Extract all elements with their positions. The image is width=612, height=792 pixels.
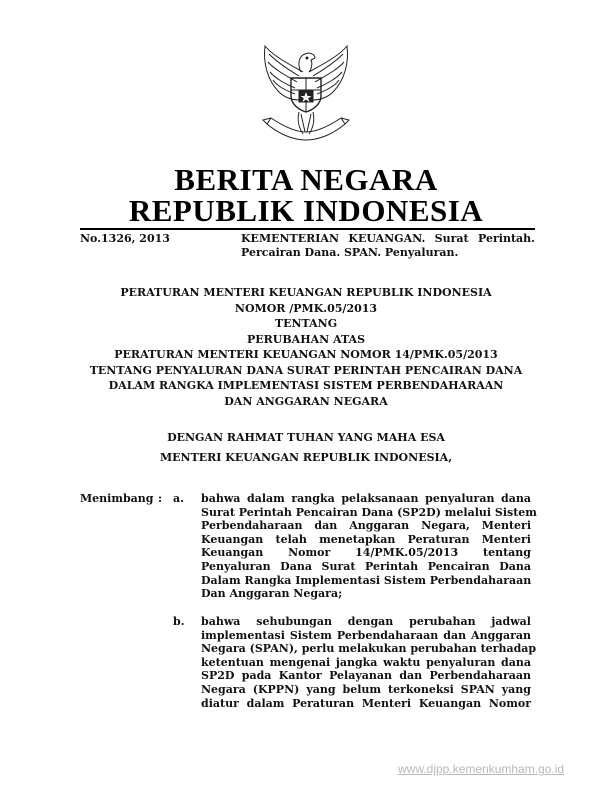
title-line: DAN ANGGARAN NEGARA bbox=[224, 394, 388, 408]
title-line: PERATURAN MENTERI KEUANGAN REPUBLIK INDONESIA bbox=[120, 286, 492, 299]
para-line: Keuangan Nomor 14/PMK.05/2013 tentang bbox=[201, 546, 531, 560]
source-url-link[interactable]: www.djpp.kemenkumham.go.id bbox=[398, 762, 565, 776]
item-marker: a. bbox=[173, 492, 184, 505]
masthead-divider bbox=[80, 228, 535, 230]
consideration-item-a bbox=[201, 492, 537, 601]
regulation-title bbox=[0, 285, 612, 409]
title-line: TENTANG PENYALURAN DANA SURAT PERINTAH PENCAIRAN DANA bbox=[89, 363, 523, 377]
masthead-subtitle: REPUBLIK INDONESIA bbox=[128, 193, 484, 228]
para-line: Surat Perintah Pencairan Dana (SP2D) melalui Sistem bbox=[201, 505, 537, 519]
title-line: PERATURAN MENTERI KEUANGAN NOMOR 14/PMK.05/2013 bbox=[114, 348, 498, 361]
item-marker: b. bbox=[173, 615, 185, 628]
para-line: Dalam Rangka Implementasi Sistem Perbendaharaan bbox=[201, 573, 532, 587]
masthead-title: BERITA NEGARA bbox=[174, 162, 438, 197]
garuda-emblem-icon bbox=[259, 42, 353, 146]
para-line: ketentuan mengenai jangka waktu penyaluran dana bbox=[201, 655, 531, 669]
consideration-item-b bbox=[201, 615, 537, 710]
subject-line: KEMENTERIAN KEUANGAN. Surat Perintah. bbox=[241, 232, 535, 245]
para-line: Negara (SPAN), perlu melakukan perubahan terhadap bbox=[201, 642, 537, 656]
gazette-number: No.1326, 2013 bbox=[80, 232, 170, 245]
para-line: Penyaluran Dana Surat Perintah Pencairan Dana bbox=[201, 559, 531, 573]
title-line: TENTANG bbox=[274, 317, 338, 330]
para-line: Negara (KPPN) yang belum terkoneksi SPAN yang bbox=[201, 682, 531, 696]
para-line: diatur dalam Peraturan Menteri Keuangan Nomor bbox=[201, 696, 531, 710]
preamble-line: MENTERI KEUANGAN REPUBLIK INDONESIA, bbox=[159, 451, 453, 464]
para-line: Keuangan telah menetapkan Peraturan Menteri bbox=[201, 532, 531, 546]
para-line: implementasi Sistem Perbendaharaan dan Anggaran bbox=[201, 628, 531, 642]
title-line: PERUBAHAN ATAS bbox=[246, 332, 366, 346]
preamble-line: DENGAN RAHMAT TUHAN YANG MAHA ESA bbox=[167, 431, 445, 444]
para-line: bahwa sehubungan dengan perubahan jadwal bbox=[201, 615, 531, 628]
gazette-subject bbox=[241, 232, 535, 260]
preamble bbox=[0, 428, 612, 468]
para-line: Dan Anggaran Negara; bbox=[201, 587, 343, 601]
title-line: NOMOR /PMK.05/2013 bbox=[234, 301, 378, 315]
title-line: DALAM RANGKA IMPLEMENTASI SISTEM PERBENDAHARAAN bbox=[108, 379, 504, 392]
menimbang-colon: : bbox=[158, 492, 163, 505]
para-line: Perbendaharaan dan Anggaran Negara, Menteri bbox=[201, 519, 531, 533]
para-line: SP2D pada Kantor Pelayanan dan Perbendaharaan bbox=[201, 669, 531, 683]
subject-line: Percairan Dana. SPAN. Penyaluran. bbox=[241, 246, 459, 259]
para-line: bahwa dalam rangka pelaksanaan penyaluran dana bbox=[201, 492, 531, 505]
menimbang-label: Menimbang bbox=[80, 492, 154, 505]
